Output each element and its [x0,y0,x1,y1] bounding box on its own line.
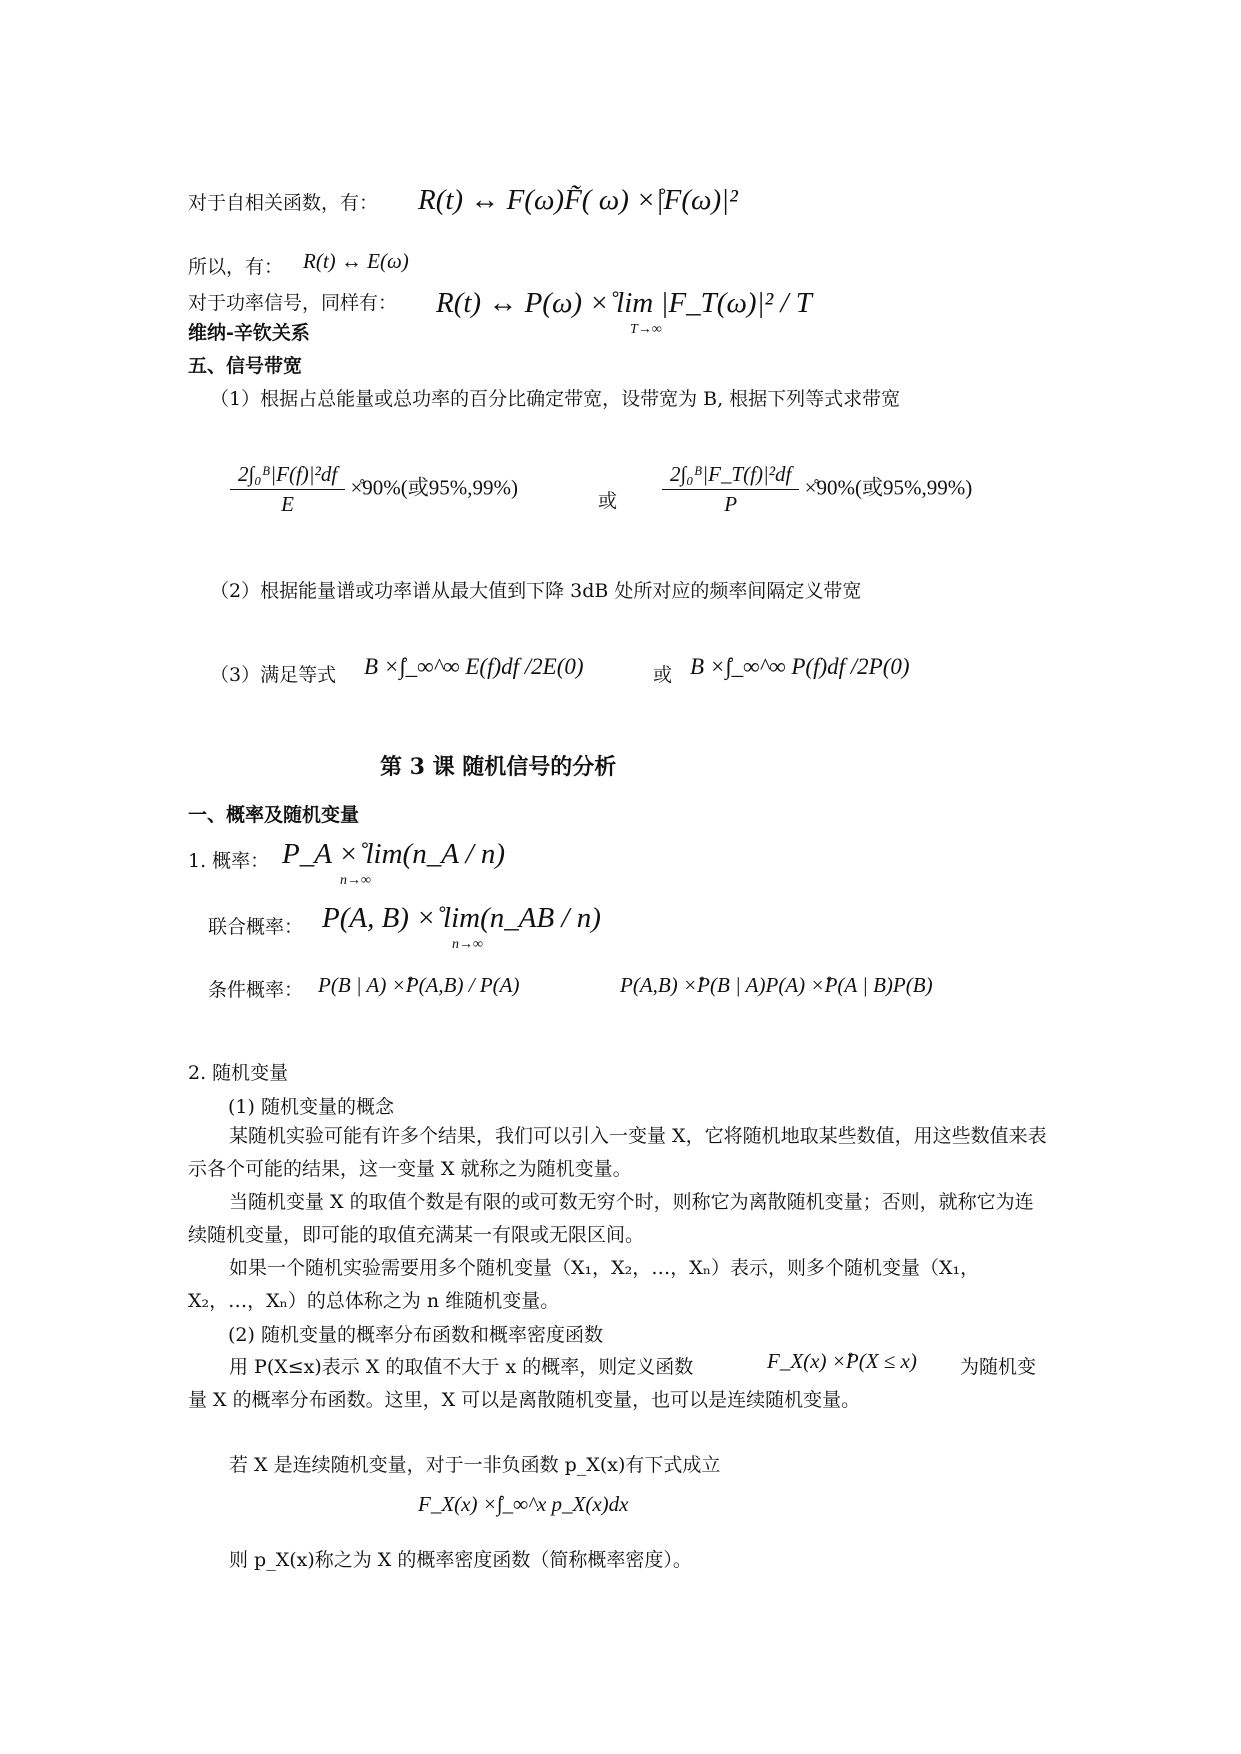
random-variable-subheading-1: (1) 随机变量的概念 [228,1096,394,1118]
paragraph-5: 若 X 是连续随机变量，对于一非负函数 p_X(x)有下式成立 [229,1454,721,1476]
paragraph-4-start: 用 P(X≤x)表示 X 的取值不大于 x 的概率，则定义函数 [229,1356,694,1378]
bandwidth-item-1: （1）根据占总能量或总功率的百分比确定带宽，设带宽为 B, 根据下列等式求带宽 [210,388,901,410]
probability-formula: P_A ×̊ lim(n_A / n) [282,838,506,870]
conditional-probability-formula-1: P(B | A) ×̊P(A,B) / P(A) [318,973,520,997]
probability-label: 1. 概率： [188,850,270,872]
power-formula: R(t) ↔ P(ω) ×̊ lim |F_T(ω)|² / T [436,287,812,319]
cdf-definition-formula: F_X(x) ×̊P(X ≤ x) [767,1349,917,1373]
paragraph-1: 某随机实验可能有许多个结果，我们可以引入一变量 X，它将随机地取某些数值，用这些数值来表示各个可能的结果，这一变量 X 就称之为随机变量。 [188,1125,1047,1180]
power-lim-subscript: T→∞ [630,322,662,337]
so-label: 所以，有： [188,256,284,278]
bandwidth-item-2: （2）根据能量谱或功率谱从最大值到下降 3dB 处所对应的频率间隔定义带宽 [210,580,862,602]
section1-heading: 一、概率及随机变量 [188,804,360,826]
bandwidth-item-3-formula-1: B ×̊∫_∞^∞ E(f)df /2E(0) [364,654,584,679]
bw-eq2-denominator: P [724,492,738,516]
section5-heading: 五、信号带宽 [188,355,303,377]
conditional-probability-label: 条件概率： [208,979,304,1001]
bw-eq1-numerator: 2∫₀ᴮ|F(f)|²df [230,462,345,490]
bandwidth-or: 或 [598,490,618,512]
paragraph-4-end: 为随机变 [960,1356,1037,1378]
bw-eq2-tail: ×̊90%(或95%,99%) [804,475,973,500]
random-variable-subheading-2: (2) 随机变量的概率分布函数和概率密度函数 [228,1324,603,1346]
cdf-integral-formula: F_X(x) ×̊∫_∞^x p_X(x)dx [418,1492,629,1516]
paragraph-2: 当随机变量 X 的取值个数是有限的或可数无穷个时，则称它为离散随机变量；否则，就称它为连续随机变量，即可能的取值充满某一有限或无限区间。 [188,1191,1034,1246]
bandwidth-item-3-label: （3）满足等式 [210,664,337,686]
paragraph-4-continuation: 量 X 的概率分布函数。这里，X 可以是离散随机变量，也可以是连续随机变量。 [188,1389,861,1411]
bw-eq2-numerator: 2∫₀ᴮ|F_T(f)|²df [662,462,799,490]
probability-lim-subscript: n→∞ [340,873,371,888]
bandwidth-equation-1 [230,462,518,517]
lesson-title: 第 3 课 随机信号的分析 [380,754,617,780]
wiener-heading: 维纳-辛钦关系 [188,322,310,344]
bw-eq1-tail: ×̊90%(或95%,99%) [350,475,518,500]
bw-eq1-denominator: E [281,492,294,516]
paragraph-6: 则 p_X(x)称之为 X 的概率密度函数（简称概率密度）。 [229,1549,692,1571]
conditional-probability-formula-2: P(A,B) ×̊P(B | A)P(A) ×̊P(A | B)P(B) [620,973,933,997]
joint-probability-formula: P(A, B) ×̊ lim(n_AB / n) [322,902,601,934]
autocorr-formula: R(t) ↔ F(ω)F̃( ω) ×̊|F(ω)|² [418,184,738,216]
bandwidth-equation-2 [662,462,972,517]
autocorr-label: 对于自相关函数，有： [188,192,379,214]
so-formula: R(t) ↔ E(ω) [303,249,409,273]
joint-probability-label: 联合概率： [208,916,304,938]
joint-probability-lim-subscript: n→∞ [452,937,483,952]
random-variable-heading: 2. 随机变量 [188,1062,289,1084]
bandwidth-item-3-or: 或 [653,664,673,686]
power-label: 对于功率信号，同样有： [188,292,398,314]
bandwidth-item-3-formula-2: B ×̊∫_∞^∞ P(f)df /2P(0) [690,654,910,679]
paragraph-3: 如果一个随机实验需要用多个随机变量（X₁，X₂，…，Xₙ）表示，则多个随机变量（X₁，X₂，…，Xₙ）的总体称之为 n 维随机变量。 [188,1257,980,1312]
